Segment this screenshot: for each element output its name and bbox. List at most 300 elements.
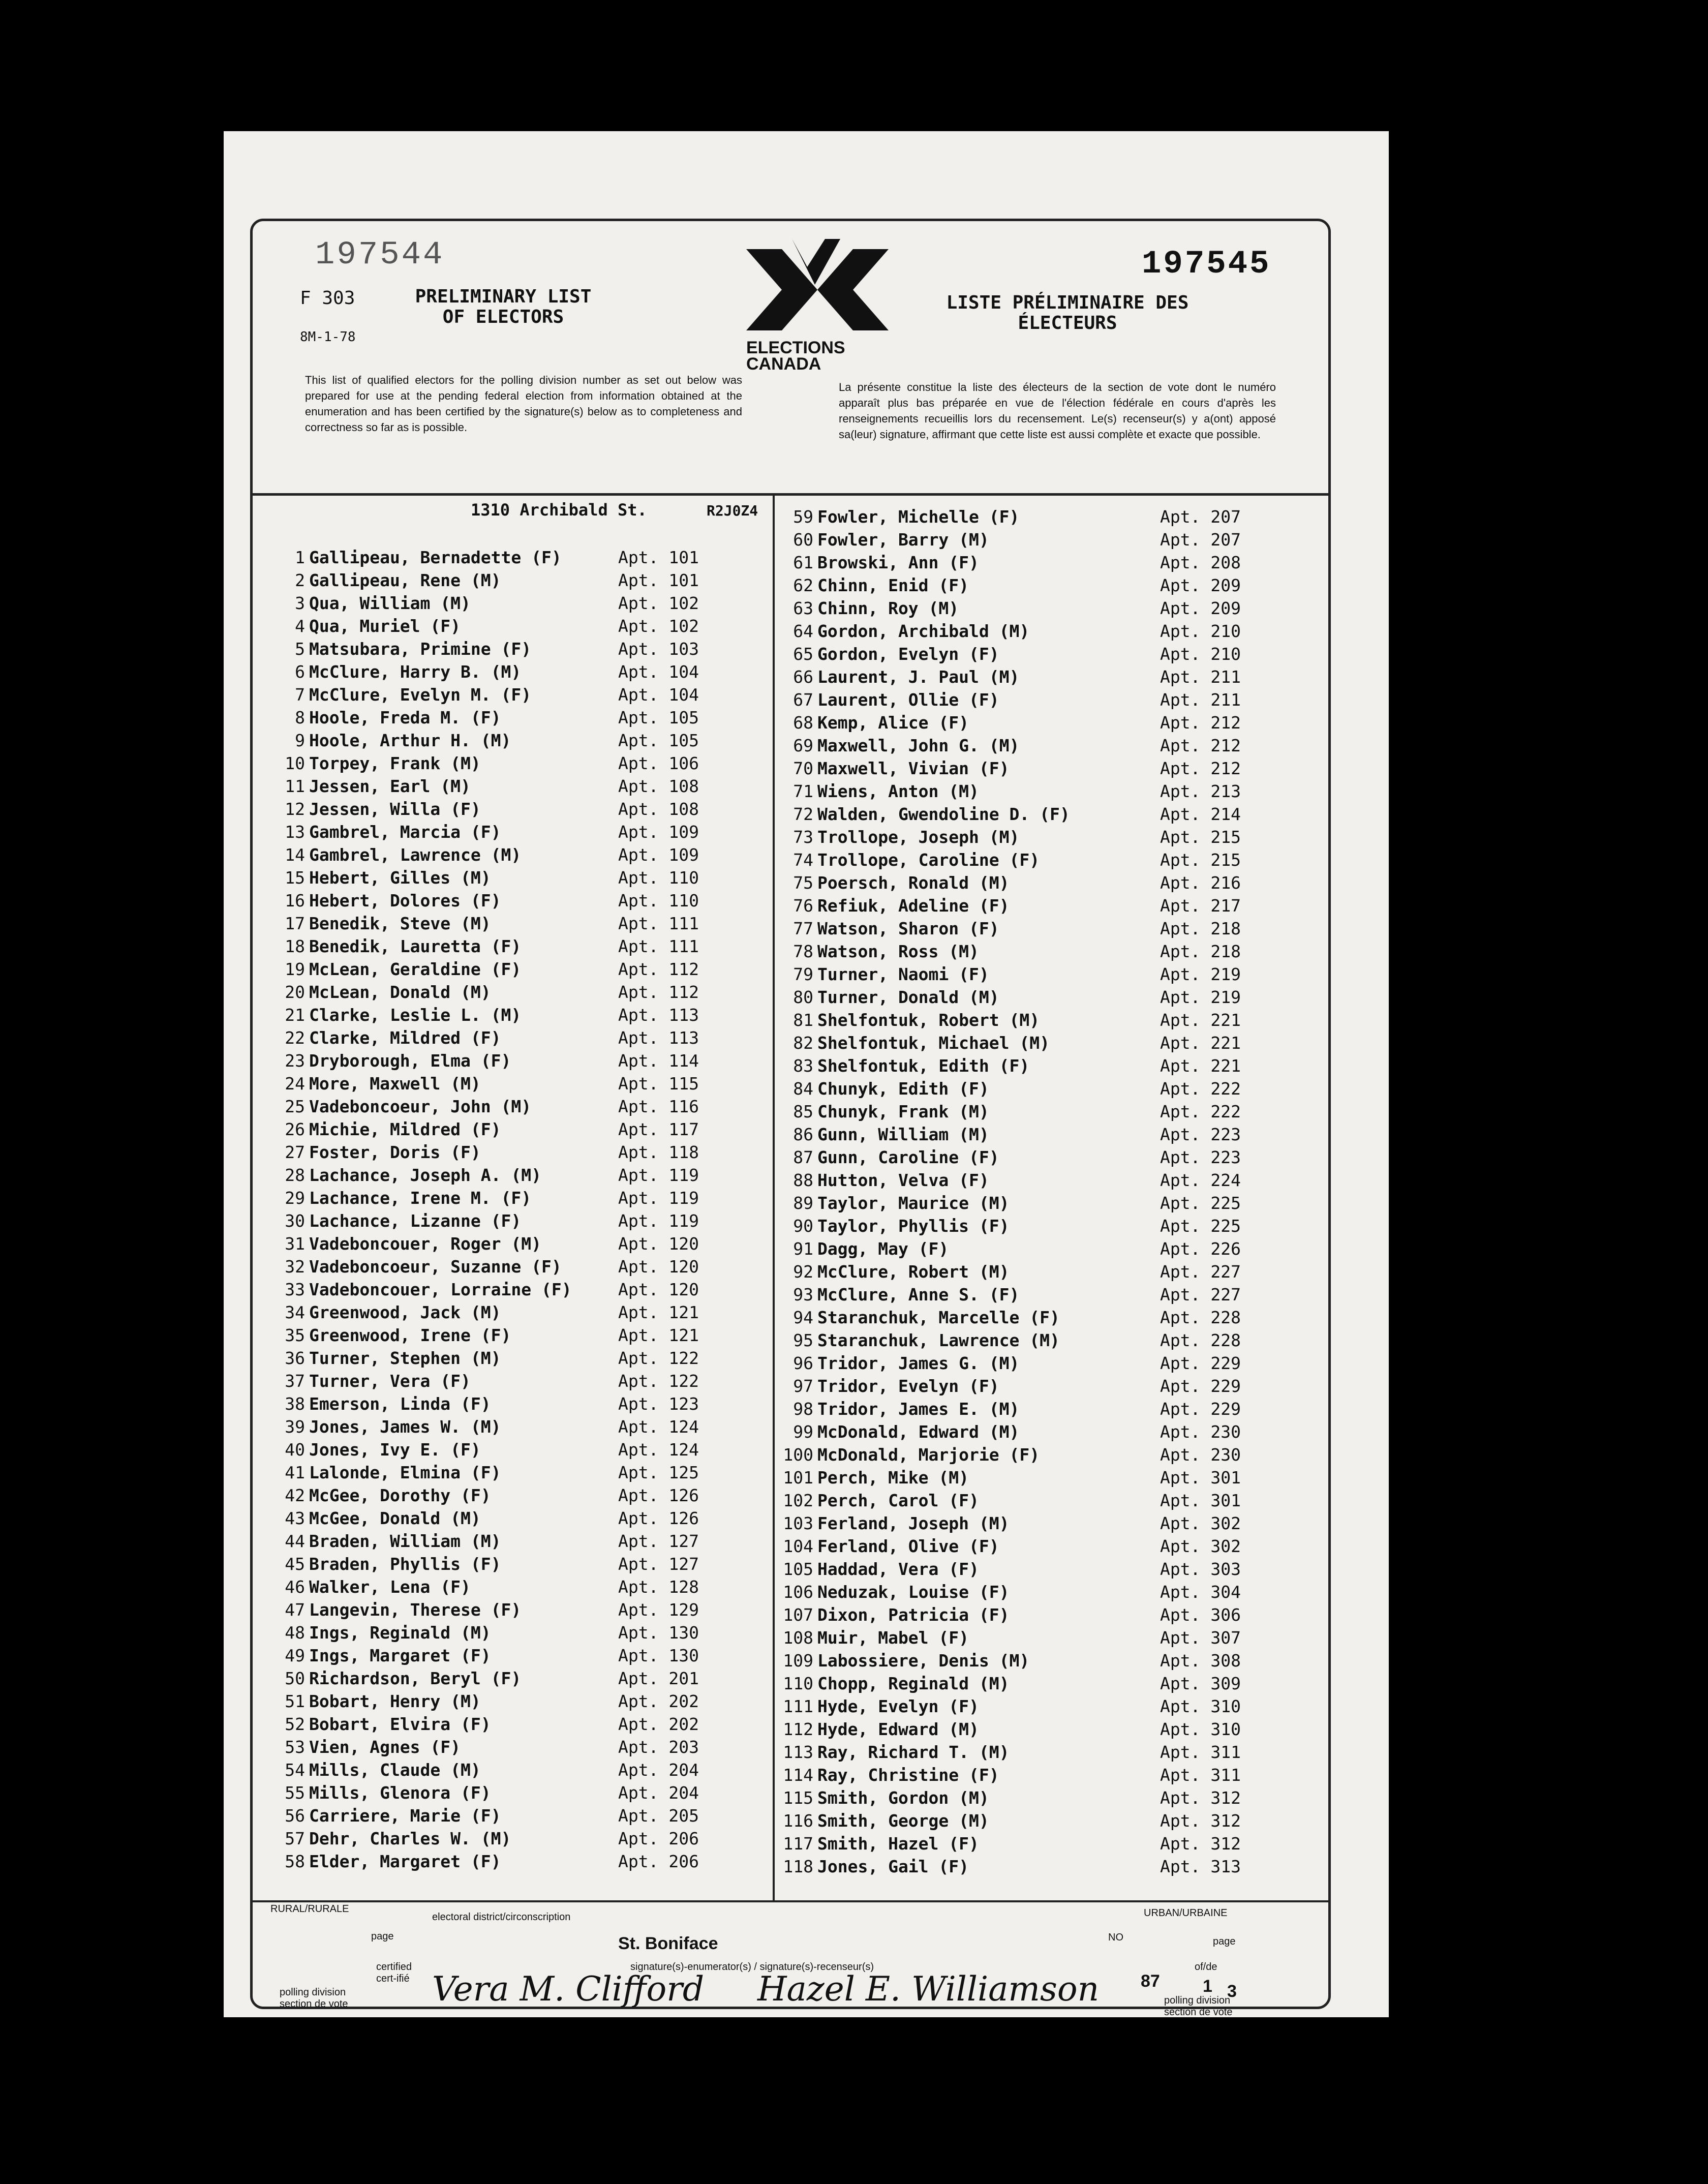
elector-name: Hutton, Velva (F) [817,1170,989,1190]
elector-apartment: Apt. 127 [618,1554,699,1574]
elector-number: 38 [285,1394,305,1414]
elector-name: Fowler, Barry (M) [817,530,989,550]
elector-number: 100 [783,1445,813,1465]
elector-number: 29 [285,1188,305,1208]
elector-number: 49 [285,1646,305,1665]
elector-apartment: Apt. 119 [618,1165,699,1185]
elector-name: Greenwood, Irene (F) [309,1325,511,1345]
elector-apartment: Apt. 120 [618,1257,699,1277]
elector-name: Chunyk, Edith (F) [817,1079,989,1099]
elector-name: Qua, Muriel (F) [309,616,461,636]
elector-name: Mills, Glenora (F) [309,1783,491,1803]
elector-number: 41 [285,1463,305,1482]
elector-row [269,866,773,889]
elector-row [778,1764,1327,1786]
elector-row [778,1809,1327,1832]
elector-number: 48 [285,1623,305,1643]
serial-number: 197545 [1142,246,1271,283]
elector-apartment: Apt. 207 [1160,530,1241,550]
elector-apartment: Apt. 206 [618,1829,699,1848]
elector-apartment: Apt. 312 [1160,1788,1241,1808]
elector-row [269,1370,773,1392]
elector-apartment: Apt. 304 [1160,1582,1241,1602]
elector-row [778,505,1327,528]
elector-apartment: Apt. 109 [618,822,699,842]
elector-number: 19 [285,959,305,979]
elector-row [778,1420,1327,1443]
elector-number: 117 [783,1834,813,1854]
elector-number: 79 [793,964,813,984]
elector-row [269,1575,773,1598]
elector-row [269,1324,773,1347]
elector-number: 114 [783,1765,813,1785]
elector-number: 104 [783,1536,813,1556]
elector-row [778,1626,1327,1649]
elector-name: Clarke, Mildred (F) [309,1028,501,1048]
elector-row [778,1283,1327,1306]
elector-number: 39 [285,1417,305,1437]
elector-row [269,1804,773,1827]
elector-number: 51 [285,1691,305,1711]
elector-name: Benedik, Lauretta (F) [309,936,522,956]
elector-row [269,660,773,683]
elector-row [778,1489,1327,1512]
elector-name: Vadeboncouer, Roger (M) [309,1234,541,1254]
elector-name: Dehr, Charles W. (M) [309,1829,511,1848]
elector-number: 112 [783,1719,813,1739]
form-date: 8M-1-78 [300,329,356,345]
elector-row [778,1260,1327,1283]
elector-number: 28 [285,1165,305,1185]
elector-row [778,1398,1327,1420]
elector-apartment: Apt. 223 [1160,1125,1241,1144]
elector-name: Ray, Christine (F) [817,1765,999,1785]
polling-division-label-left: polling division section de vote [280,1987,348,2010]
elector-number: 108 [783,1628,813,1648]
elector-apartment: Apt. 119 [618,1211,699,1231]
elector-row [269,546,773,569]
elector-number: 53 [285,1737,305,1757]
elector-name: Carriere, Marie (F) [309,1806,501,1826]
elector-row [269,638,773,660]
elector-number: 98 [793,1399,813,1419]
elector-apartment: Apt. 105 [618,731,699,750]
elector-name: McClure, Harry B. (M) [309,662,522,682]
logo-mark-icon [731,239,904,341]
elector-apartment: Apt. 201 [618,1669,699,1688]
elector-name: Trollope, Joseph (M) [817,827,1020,847]
elector-row [778,940,1327,963]
elector-row [778,1466,1327,1489]
elector-apartment: Apt. 101 [618,548,699,567]
elector-row [778,1558,1327,1581]
elector-apartment: Apt. 213 [1160,781,1241,801]
elector-number: 36 [285,1348,305,1368]
elector-name: Smith, Hazel (F) [817,1834,979,1854]
signature-enumerator-2: Hazel E. Williamson [757,1969,1100,2009]
elector-name: Ings, Margaret (F) [309,1646,491,1665]
elector-name: Labossiere, Denis (M) [817,1651,1030,1671]
elector-number: 87 [793,1147,813,1167]
elector-apartment: Apt. 129 [618,1600,699,1620]
elector-number: 24 [285,1074,305,1094]
elector-number: 95 [793,1330,813,1350]
elector-apartment: Apt. 118 [618,1142,699,1162]
elector-name: Vien, Agnes (F) [309,1737,461,1757]
elector-row [269,1827,773,1850]
elector-row [778,1649,1327,1672]
elector-apartment: Apt. 113 [618,1028,699,1048]
elector-apartment: Apt. 203 [618,1737,699,1757]
elector-row [269,821,773,843]
elector-apartment: Apt. 302 [1160,1513,1241,1533]
elector-row [778,1512,1327,1535]
elector-number: 20 [285,982,305,1002]
elector-number: 89 [793,1193,813,1213]
elector-apartment: Apt. 309 [1160,1674,1241,1693]
elector-number: 92 [793,1262,813,1282]
elector-apartment: Apt. 228 [1160,1308,1241,1327]
elector-row [778,986,1327,1009]
elector-name: Ray, Richard T. (M) [817,1742,1010,1762]
elector-number: 69 [793,736,813,755]
elector-number: 37 [285,1371,305,1391]
elector-apartment: Apt. 221 [1160,1033,1241,1053]
elector-row [269,1598,773,1621]
title-french: LISTE PRÉLIMINAIRE DES ÉLECTEURS [946,292,1189,333]
elector-number: 65 [793,644,813,664]
elector-name: McGee, Donald (M) [309,1508,481,1528]
elector-name: Smith, Gordon (M) [817,1788,989,1808]
elector-apartment: Apt. 308 [1160,1651,1241,1671]
elector-apartment: Apt. 303 [1160,1559,1241,1579]
elector-number: 90 [793,1216,813,1236]
elector-apartment: Apt. 110 [618,868,699,888]
elector-name: Shelfontuk, Edith (F) [817,1056,1030,1076]
elector-name: McDonald, Marjorie (F) [817,1445,1040,1465]
elector-apartment: Apt. 108 [618,776,699,796]
elector-row [269,1278,773,1301]
elector-name: Bobart, Elvira (F) [309,1714,491,1734]
elector-row [269,1484,773,1507]
title-english: PRELIMINARY LIST OF ELECTORS [415,286,592,327]
elector-name: Shelfontuk, Michael (M) [817,1033,1050,1053]
elector-apartment: Apt. 313 [1160,1857,1241,1876]
elector-apartment: Apt. 202 [618,1714,699,1734]
elector-row [269,683,773,706]
elector-apartment: Apt. 106 [618,753,699,773]
elector-name: Clarke, Leslie L. (M) [309,1005,522,1025]
elector-name: Laurent, Ollie (F) [817,690,999,710]
elections-canada-logo [731,239,904,374]
elector-apartment: Apt. 212 [1160,736,1241,755]
elector-name: Gordon, Archibald (M) [817,621,1030,641]
elector-apartment: Apt. 122 [618,1348,699,1368]
urban-no-label: NO [1108,1932,1123,1943]
elector-number: 47 [285,1600,305,1620]
elector-number: 80 [793,987,813,1007]
elector-number: 97 [793,1376,813,1396]
elector-row [778,551,1327,574]
elector-name: Dagg, May (F) [817,1239,949,1259]
elector-apartment: Apt. 216 [1160,873,1241,893]
elector-number: 118 [783,1857,813,1876]
elector-name: Turner, Donald (M) [817,987,999,1007]
elector-apartment: Apt. 221 [1160,1056,1241,1076]
elector-name: Gallipeau, Bernadette (F) [309,548,562,567]
elector-apartment: Apt. 113 [618,1005,699,1025]
elector-row [269,1072,773,1095]
elector-name: Chopp, Reginald (M) [817,1674,1010,1693]
elector-name: Hoole, Arthur H. (M) [309,731,511,750]
elector-row [269,1530,773,1553]
elector-name: Gunn, William (M) [817,1125,989,1144]
elector-name: Ferland, Joseph (M) [817,1513,1010,1533]
elector-apartment: Apt. 202 [618,1691,699,1711]
elector-row [269,1187,773,1209]
elector-list-left [269,546,773,1873]
elector-number: 86 [793,1125,813,1144]
elector-row [778,597,1327,620]
elector-number: 62 [793,575,813,595]
elector-name: Elder, Margaret (F) [309,1852,501,1871]
elector-number: 81 [793,1010,813,1030]
elector-number: 67 [793,690,813,710]
elector-number: 102 [783,1491,813,1510]
form-code: F 303 [300,288,355,309]
elector-apartment: Apt. 222 [1160,1102,1241,1121]
elector-row [778,1237,1327,1260]
signature-enumerator-1: Vera M. Clifford [432,1969,705,2009]
elector-row [778,1672,1327,1695]
elector-apartment: Apt. 215 [1160,827,1241,847]
elector-apartment: Apt. 102 [618,616,699,636]
elector-apartment: Apt. 229 [1160,1399,1241,1419]
elector-number: 93 [793,1285,813,1305]
elector-number: 43 [285,1508,305,1528]
elector-number: 111 [783,1696,813,1716]
elector-name: Staranchuk, Marcelle (F) [817,1308,1060,1327]
elector-number: 115 [783,1788,813,1808]
elector-number: 74 [793,850,813,870]
elector-apartment: Apt. 307 [1160,1628,1241,1648]
elector-name: Gordon, Evelyn (F) [817,644,999,664]
elector-name: McLean, Donald (M) [309,982,491,1002]
elector-number: 10 [285,753,305,773]
elector-number: 42 [285,1485,305,1505]
elector-number: 58 [285,1852,305,1871]
elector-row [778,574,1327,597]
elector-apartment: Apt. 301 [1160,1468,1241,1488]
elector-row [778,917,1327,940]
elector-number: 106 [783,1582,813,1602]
elector-row [778,1100,1327,1123]
elector-apartment: Apt. 301 [1160,1491,1241,1510]
electoral-district: St. Boniface [618,1934,718,1953]
elector-name: Walker, Lena (F) [309,1577,471,1597]
elector-name: McDonald, Edward (M) [817,1422,1020,1442]
elector-number: 52 [285,1714,305,1734]
notice-english: This list of qualified electors for the polling division number as set out below was prepared for use at the pending federal election from information obtained at the enumeration and has been certified by the signature(s) below as to completeness and correctness so far as is possible. [305,374,742,434]
elector-number: 15 [285,868,305,888]
elector-name: Bobart, Henry (M) [309,1691,481,1711]
elector-apartment: Apt. 225 [1160,1216,1241,1236]
elector-apartment: Apt. 222 [1160,1079,1241,1099]
elector-number: 35 [285,1325,305,1345]
elector-name: Fowler, Michelle (F) [817,507,1020,527]
elector-name: Jones, Gail (F) [817,1857,969,1876]
elector-apartment: Apt. 102 [618,593,699,613]
elector-apartment: Apt. 206 [618,1852,699,1871]
elector-apartment: Apt. 120 [618,1234,699,1254]
elector-name: Perch, Mike (M) [817,1468,969,1488]
elector-number: 27 [285,1142,305,1162]
elector-apartment: Apt. 311 [1160,1742,1241,1762]
elector-row [778,848,1327,871]
elector-row [269,889,773,912]
elector-apartment: Apt. 208 [1160,553,1241,572]
elector-number: 17 [285,914,305,933]
elector-number: 40 [285,1440,305,1460]
elector-name: Torpey, Frank (M) [309,753,481,773]
elector-apartment: Apt. 115 [618,1074,699,1094]
elector-row [269,1415,773,1438]
elector-apartment: Apt. 204 [618,1783,699,1803]
elector-name: Kemp, Alice (F) [817,713,969,733]
polling-division-label-right: polling division section de vote [1164,1995,1233,2018]
elector-number: 75 [793,873,813,893]
elector-number: 94 [793,1308,813,1327]
elector-row [778,1375,1327,1398]
elector-name: Foster, Doris (F) [309,1142,481,1162]
elector-name: Refiuk, Adeline (F) [817,896,1010,916]
elector-row [269,615,773,638]
elector-row [269,1736,773,1758]
elector-name: Turner, Naomi (F) [817,964,989,984]
elector-name: Turner, Stephen (M) [309,1348,501,1368]
elector-name: Michie, Mildred (F) [309,1119,501,1139]
elector-row [269,1026,773,1049]
elector-row [269,775,773,798]
elector-number: 14 [285,845,305,865]
elector-number: 88 [793,1170,813,1190]
elector-name: Haddad, Vera (F) [817,1559,979,1579]
elector-apartment: Apt. 229 [1160,1376,1241,1396]
elector-apartment: Apt. 210 [1160,621,1241,641]
elector-apartment: Apt. 103 [618,639,699,659]
elector-number: 71 [793,781,813,801]
elector-row [269,1255,773,1278]
elector-name: Vadeboncouer, Lorraine (F) [309,1280,572,1299]
elector-row [778,1741,1327,1764]
elector-apartment: Apt. 226 [1160,1239,1241,1259]
elector-apartment: Apt. 104 [618,685,699,705]
elector-name: Hebert, Dolores (F) [309,891,501,911]
elector-row [269,1118,773,1141]
faint-serial-number: 197544 [315,237,445,274]
elector-row [269,1164,773,1187]
elector-apartment: Apt. 105 [618,708,699,727]
elector-apartment: Apt. 218 [1160,919,1241,938]
elector-row [778,1695,1327,1718]
elector-number: 32 [285,1257,305,1277]
elector-number: 56 [285,1806,305,1826]
elector-row [778,1009,1327,1032]
elector-row [269,1004,773,1026]
elector-number: 5 [295,639,305,659]
elector-number: 22 [285,1028,305,1048]
elector-name: Lachance, Irene M. (F) [309,1188,532,1208]
elector-row [778,665,1327,688]
elector-row [778,1832,1327,1855]
elector-apartment: Apt. 122 [618,1371,699,1391]
elector-number: 78 [793,942,813,961]
elector-apartment: Apt. 112 [618,959,699,979]
elector-row [269,1095,773,1118]
postal-code: R2J0Z4 [707,502,758,519]
elector-number: 101 [783,1468,813,1488]
elector-number: 31 [285,1234,305,1254]
elector-row [778,1786,1327,1809]
elector-apartment: Apt. 130 [618,1623,699,1643]
elector-name: Shelfontuk, Robert (M) [817,1010,1040,1030]
elector-name: McGee, Dorothy (F) [309,1485,491,1505]
elector-row [269,1690,773,1713]
elector-number: 109 [783,1651,813,1671]
elector-row [269,958,773,981]
elector-number: 50 [285,1669,305,1688]
elector-apartment: Apt. 225 [1160,1193,1241,1213]
elector-apartment: Apt. 109 [618,845,699,865]
elector-apartment: Apt. 230 [1160,1445,1241,1465]
elector-number: 34 [285,1302,305,1322]
elector-apartment: Apt. 128 [618,1577,699,1597]
elector-apartment: Apt. 211 [1160,690,1241,710]
elector-row [269,1781,773,1804]
elector-name: Jones, Ivy E. (F) [309,1440,481,1460]
elector-row [269,1621,773,1644]
elector-row [269,569,773,592]
elector-name: Tridor, James G. (M) [817,1353,1020,1373]
elector-apartment: Apt. 227 [1160,1285,1241,1305]
elector-name: Ferland, Olive (F) [817,1536,999,1556]
notice-french: La présente constitue la liste des électeurs de la section de vote dont le numéro apparaît plus bas préparée en vue de l'élection fédérale en cours d'après les renseignements recueillis lors du recensement. Le(s) recenseur(s) y a(ont) apposé sa(leur) signature, affirmant que cette liste est aussi complète et exacte que possible. [839,381,1276,441]
elector-name: Turner, Vera (F) [309,1371,471,1391]
elector-row [778,963,1327,986]
elector-apartment: Apt. 209 [1160,598,1241,618]
certified-label: certified cert-ifié [376,1961,412,1984]
elector-row [269,912,773,935]
elector-apartment: Apt. 120 [618,1280,699,1299]
elector-number: 66 [793,667,813,687]
elector-name: Perch, Carol (F) [817,1491,979,1510]
elector-number: 61 [793,553,813,572]
elector-row [269,843,773,866]
elector-row [269,752,773,775]
document-sheet [224,131,1389,2017]
elector-name: Gambrel, Marcia (F) [309,822,501,842]
elector-row [269,1438,773,1461]
elector-name: Hyde, Evelyn (F) [817,1696,979,1716]
elector-apartment: Apt. 111 [618,936,699,956]
elector-number: 1 [295,548,305,567]
elector-row [778,1855,1327,1878]
footer-divider [250,1900,1328,1902]
elector-apartment: Apt. 312 [1160,1834,1241,1854]
elector-row [269,1392,773,1415]
elector-number: 84 [793,1079,813,1099]
elector-apartment: Apt. 205 [618,1806,699,1826]
